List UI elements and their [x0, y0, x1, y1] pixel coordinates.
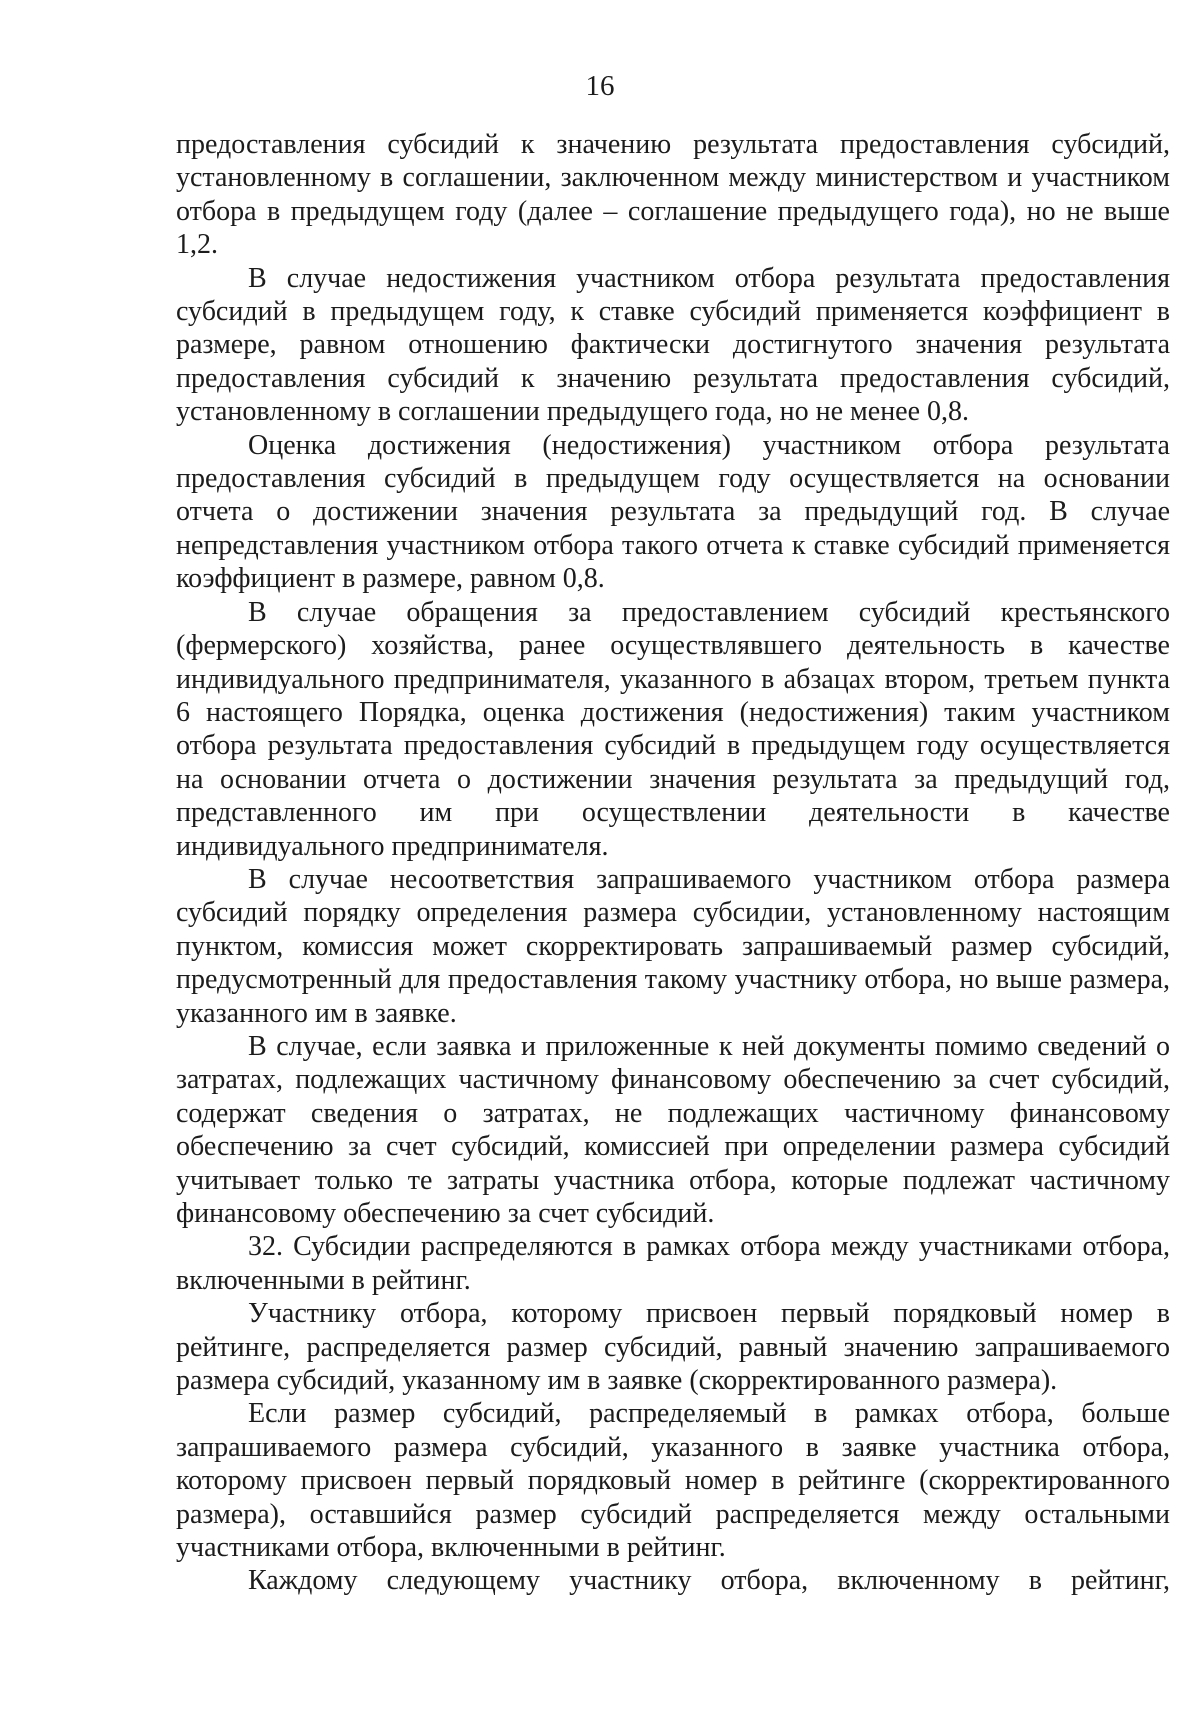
- paragraph-mismatch: В случае несоответствия запрашиваемого участником отбора размера субсидий порядку определения размера субсидии, установленному настоящим пунктом, комиссия может скорректировать запрашиваемый размер субсидий, предусмотренный для предоставления такому участнику отбора, но выше размера, указанного им в заявке.: [176, 863, 1170, 1029]
- paragraph-remaining-amount: Если размер субсидий, распределяемый в рамках отбора, больше запрашиваемого размера субсидий, указанного в заявке участника отбора, которому присвоен первый порядковый номер в рейтинге (скорректированного размера), оставшийся размер субсидий распределяется между остальными участниками отбора, включенными в рейтинг.: [176, 1398, 1170, 1564]
- paragraph-continuation: предоставления субсидий к значению результата предоставления субсидий, установленному в соглашении, заключенном между министерством и участником отбора в предыдущем году (далее – соглашение предыдущего года), но не выше 1,2.: [176, 129, 1170, 261]
- page-number: 16: [585, 70, 615, 102]
- paragraph-assessment: Оценка достижения (недостижения) участником отбора результата предоставления субсидий в предыдущем году осуществляется на основании отчета о достижении значения результата за предыдущий год. В случае непредставления участником отбора такого отчета к ставке субсидий применяется коэффициент в размере, равном 0,8.: [176, 429, 1170, 595]
- document-body: [176, 128, 1170, 1598]
- paragraph-extra-costs: В случае, если заявка и приложенные к ней документы помимо сведений о затратах, подлежащих частичному финансовому обеспечению за счет субсидий, содержат сведения о затратах, не подлежащих частичному финансовому обеспечению за счет субсидий, комиссией при определении размера субсидий учитывает только те затраты участника отбора, которые подлежат частичному финансовому обеспечению за счет субсидий.: [176, 1030, 1170, 1229]
- paragraph-each-next-participant: Каждому следующему участнику отбора, включенному в рейтинг,: [248, 1565, 1170, 1597]
- paragraph-non-achievement: В случае недостижения участником отбора результата предоставления субсидий в предыдущем году, к ставке субсидий применяется коэффициент в размере, равном отношению фактически достигнутого значения результата предоставления субсидий к значению результата предоставления субсидий, установленному в соглашении предыдущего года, но не менее 0,8.: [176, 262, 1170, 428]
- paragraph-farm-application: В случае обращения за предоставлением субсидий крестьянского (фермерского) хозяйства, ранее осуществлявшего деятельность в качестве индивидуального предпринимателя, указанного в абзацах втором, третьем пункта 6 настоящего Порядка, оценка достижения (недостижения) таким участником отбора результата предоставления субсидий в предыдущем году осуществляется на основании отчета о достижении значения результата за предыдущий год, представленного им при осуществлении деятельности в качестве индивидуального предпринимателя.: [176, 596, 1170, 862]
- paragraph-item-32: 32. Субсидии распределяются в рамках отбора между участниками отбора, включенными в рейтинг.: [176, 1231, 1170, 1296]
- paragraph-first-participant: Участнику отбора, которому присвоен первый порядковый номер в рейтинге, распределяется размер субсидий, равный значению запрашиваемого размера субсидий, указанному им в заявке (скорректированного размера).: [176, 1298, 1170, 1397]
